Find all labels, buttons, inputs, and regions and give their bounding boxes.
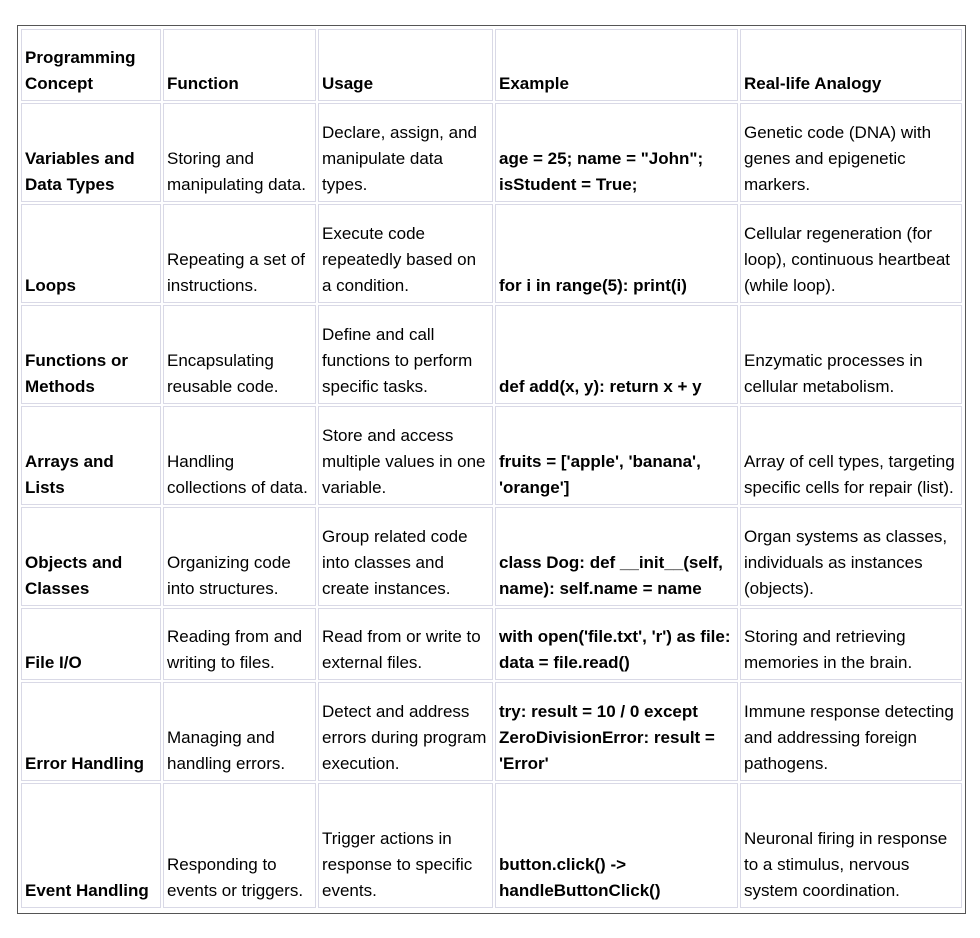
- usage-cell: Detect and address errors during program execution.: [318, 682, 493, 781]
- usage-cell: Group related code into classes and create instances.: [318, 507, 493, 606]
- analogy-cell: Enzymatic processes in cellular metabolism.: [740, 305, 962, 404]
- analogy-cell: Neuronal firing in response to a stimulus, nervous system coordination.: [740, 783, 962, 908]
- function-cell: Storing and manipulating data.: [163, 103, 316, 202]
- table-row: [21, 608, 962, 680]
- concept-cell: File I/O: [21, 608, 161, 680]
- analogy-cell: Immune response detecting and addressing foreign pathogens.: [740, 682, 962, 781]
- function-cell: Managing and handling errors.: [163, 682, 316, 781]
- function-cell: Handling collections of data.: [163, 406, 316, 505]
- analogy-cell: Genetic code (DNA) with genes and epigenetic markers.: [740, 103, 962, 202]
- concept-cell: Error Handling: [21, 682, 161, 781]
- header-example: Example: [495, 29, 738, 101]
- usage-cell: Define and call functions to perform specific tasks.: [318, 305, 493, 404]
- example-cell: try: result = 10 / 0 except ZeroDivisionError: result = 'Error': [495, 682, 738, 781]
- example-cell: for i in range(5): print(i): [495, 204, 738, 303]
- usage-cell: Execute code repeatedly based on a condition.: [318, 204, 493, 303]
- table-row: [21, 507, 962, 606]
- analogy-cell: Organ systems as classes, individuals as instances (objects).: [740, 507, 962, 606]
- table-row: [21, 682, 962, 781]
- concept-cell: Functions or Methods: [21, 305, 161, 404]
- usage-cell: Declare, assign, and manipulate data types.: [318, 103, 493, 202]
- header-usage: Usage: [318, 29, 493, 101]
- example-cell: button.click() -> handleButtonClick(): [495, 783, 738, 908]
- table-row: [21, 406, 962, 505]
- header-programming-concept: Programming Concept: [21, 29, 161, 101]
- table-row: [21, 204, 962, 303]
- function-cell: Encapsulating reusable code.: [163, 305, 316, 404]
- example-cell: fruits = ['apple', 'banana', 'orange']: [495, 406, 738, 505]
- concept-cell: Variables and Data Types: [21, 103, 161, 202]
- table-row: [21, 783, 962, 908]
- table-row: [21, 103, 962, 202]
- usage-cell: Read from or write to external files.: [318, 608, 493, 680]
- header-real-life-analogy: Real-life Analogy: [740, 29, 962, 101]
- example-cell: with open('file.txt', 'r') as file: data = file.read(): [495, 608, 738, 680]
- function-cell: Organizing code into structures.: [163, 507, 316, 606]
- header-function: Function: [163, 29, 316, 101]
- example-cell: class Dog: def __init__(self, name): self.name = name: [495, 507, 738, 606]
- usage-cell: Store and access multiple values in one variable.: [318, 406, 493, 505]
- concept-cell: Event Handling: [21, 783, 161, 908]
- concept-cell: Loops: [21, 204, 161, 303]
- analogy-cell: Array of cell types, targeting specific cells for repair (list).: [740, 406, 962, 505]
- function-cell: Reading from and writing to files.: [163, 608, 316, 680]
- usage-cell: Trigger actions in response to specific events.: [318, 783, 493, 908]
- header-row: [21, 29, 962, 101]
- function-cell: Repeating a set of instructions.: [163, 204, 316, 303]
- table-row: [21, 305, 962, 404]
- analogy-cell: Storing and retrieving memories in the brain.: [740, 608, 962, 680]
- function-cell: Responding to events or triggers.: [163, 783, 316, 908]
- programming-concepts-table: [19, 27, 964, 910]
- example-cell: def add(x, y): return x + y: [495, 305, 738, 404]
- concept-cell: Arrays and Lists: [21, 406, 161, 505]
- concept-cell: Objects and Classes: [21, 507, 161, 606]
- analogy-cell: Cellular regeneration (for loop), continuous heartbeat (while loop).: [740, 204, 962, 303]
- example-cell: age = 25; name = "John"; isStudent = True;: [495, 103, 738, 202]
